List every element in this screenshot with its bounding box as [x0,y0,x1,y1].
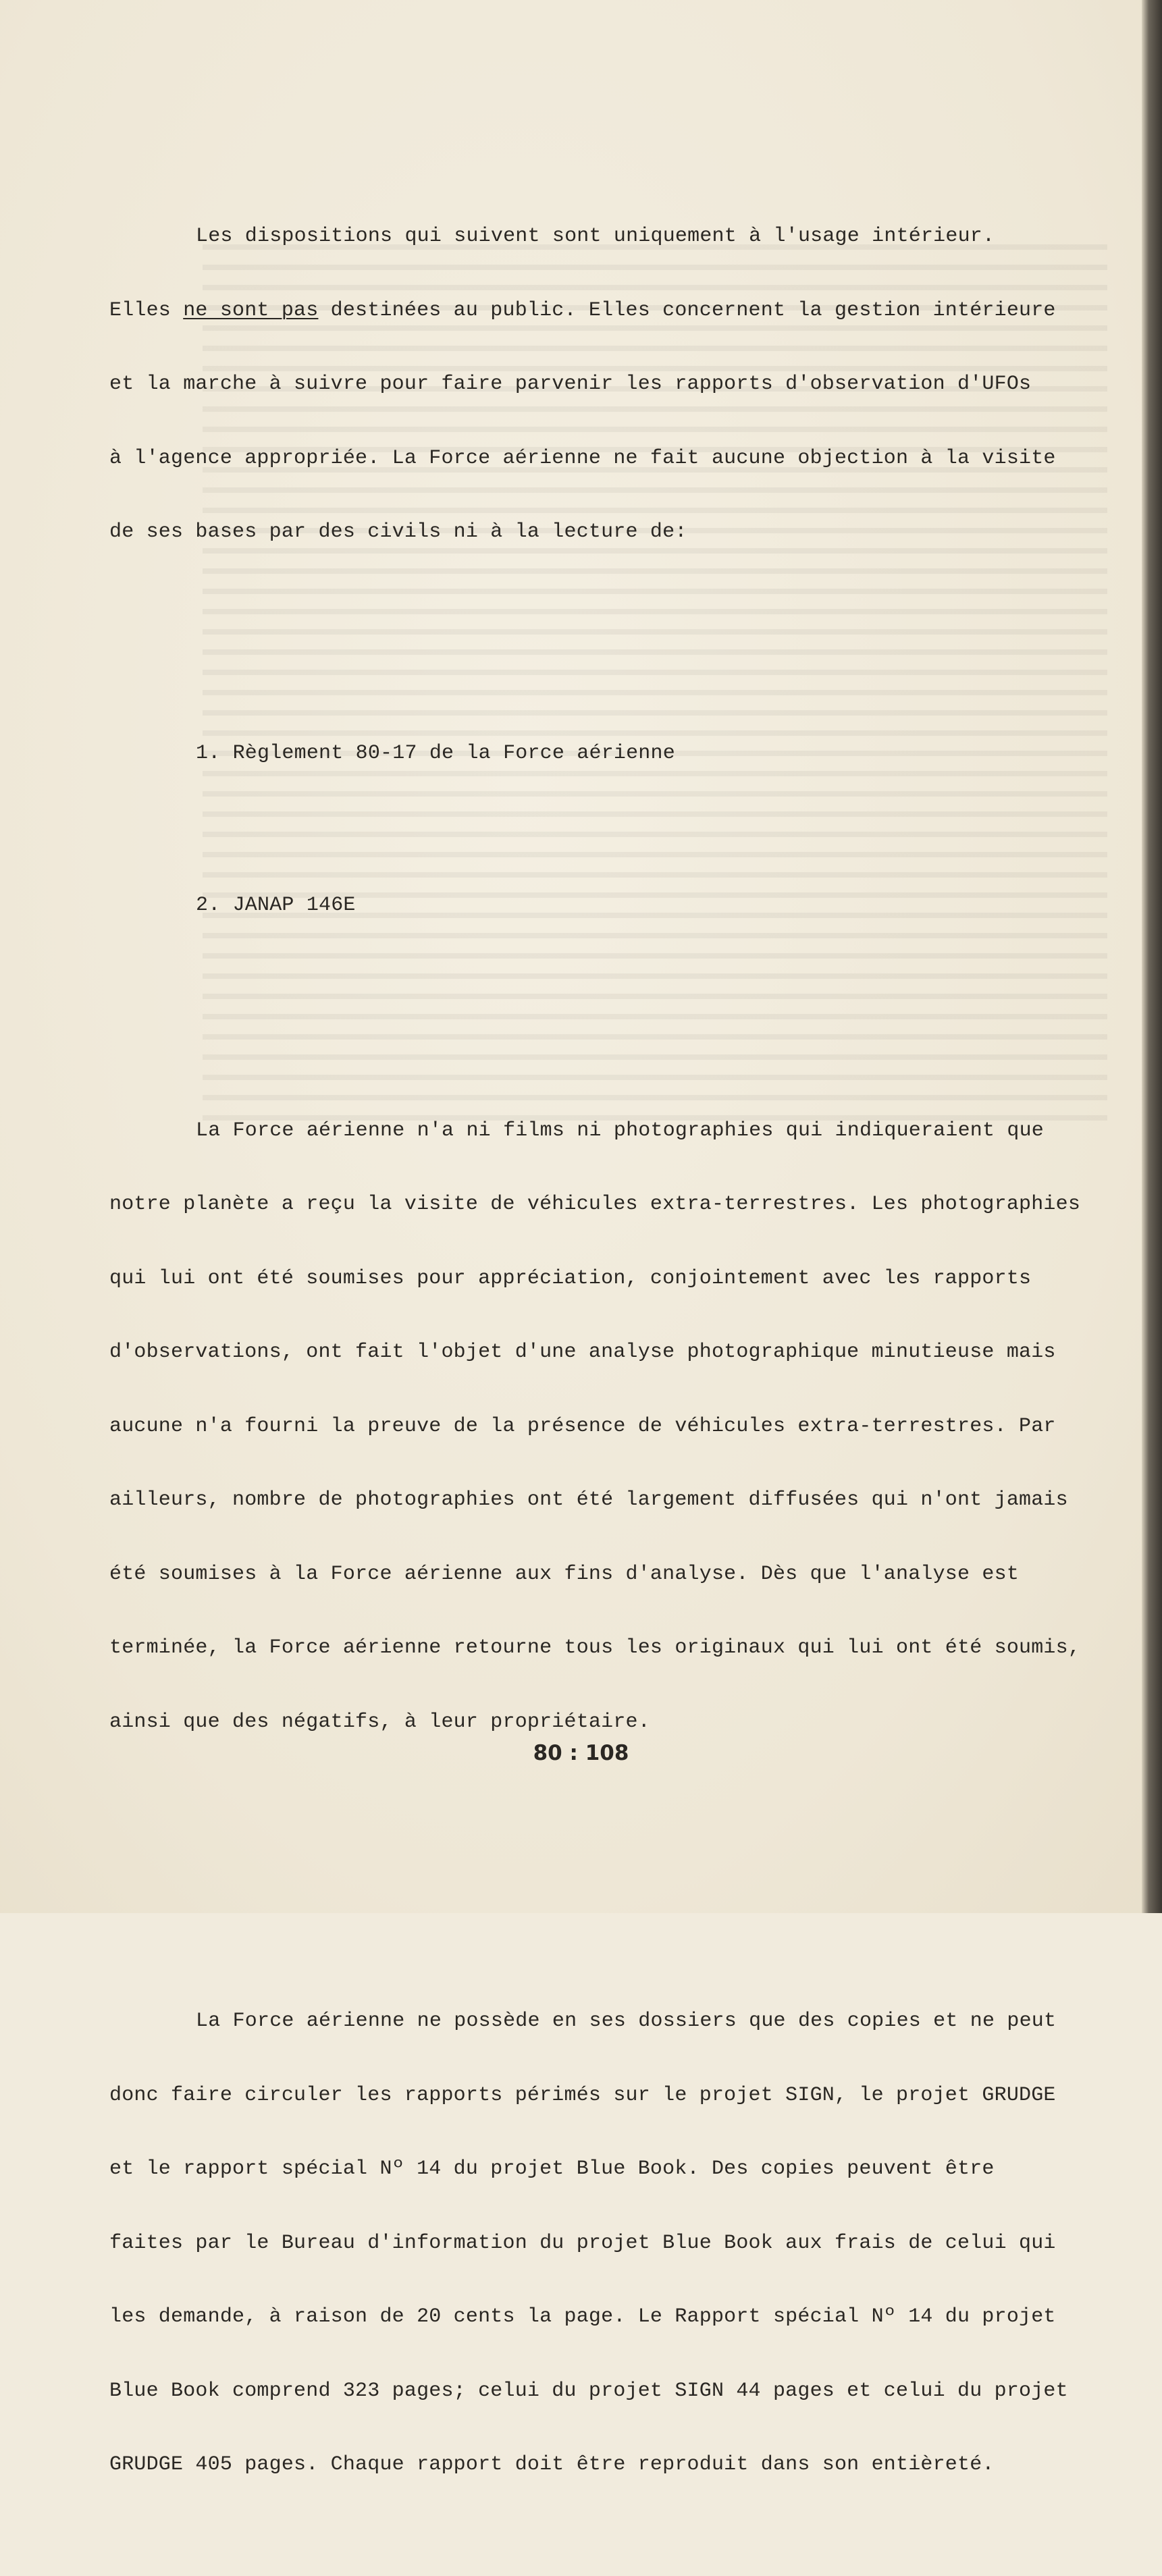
paragraph-2-line: qui lui ont été soumises pour appréciation, conjointement avec les rapports [109,1266,1032,1290]
paragraph-2-line: ainsi que des négatifs, à leur propriétaire. [109,1710,650,1734]
paragraph-2 [109,1069,1095,1784]
paragraph-1-line: de ses bases par des civils ni à la lecture de: [109,520,687,543]
paragraph-1-line: Les dispositions qui suivent sont uniquement à l'usage intérieur. [196,225,995,248]
paragraph-2-line: ailleurs, nombre de photographies ont été largement diffusées qui n'ont jamais [109,1488,1068,1511]
paragraph-3-line: La Force aérienne ne possède en ses dossiers que des copies et ne peut [196,2010,1057,2033]
document-body [109,126,1095,2576]
paragraph-3-line: GRUDGE 405 pages. Chaque rapport doit être reproduit dans son entièreté. [109,2453,995,2476]
paragraph-1-line: à l'agence appropriée. La Force aérienne ne fait aucune objection à la visite [109,446,1056,470]
paragraph-3 [109,1960,1095,2527]
page-number: 80 : 108 [533,1741,629,1765]
paragraph-3-line: et le rapport spécial Nº 14 du projet Blue Book. Des copies peuvent être [109,2157,995,2180]
paragraph-2-line: aucune n'a fourni la preuve de la présence de véhicules extra-terrestres. Par [109,1414,1056,1438]
list-item-2: 2. JANAP 146E [196,893,356,917]
paragraph-1-line [109,298,1095,323]
paragraph-2-line: d'observations, ont fait l'objet d'une analyse photographique minutieuse mais [109,1341,1056,1364]
underlined-phrase: ne sont pas [183,298,319,322]
paragraph-2-line: notre planète a reçu la visite de véhicules extra-terrestres. Les photographies [109,1193,1081,1216]
paragraph-3-line: les demande, à raison de 20 cents la page. Le Rapport spécial Nº 14 du projet [109,2305,1056,2328]
paragraph-2-line: La Force aérienne n'a ni films ni photographies qui indiqueraient que [196,1119,1045,1142]
paragraph-2-line: été soumises à la Force aérienne aux fins d'analyse. Dès que l'analyse est [109,1562,1020,1586]
paragraph-2-line: terminée, la Force aérienne retourne tous les originaux qui lui ont été soumis, [109,1636,1081,1659]
paragraph-3-line: faites par le Bureau d'information du projet Blue Book aux frais de celui qui [109,2231,1056,2255]
list-item-1: 1. Règlement 80-17 de la Force aérienne [196,742,675,765]
line-segment: destinées au public. Elles concernent la gestion intérieure [318,298,1056,322]
line-segment: Elles [109,298,184,322]
paragraph-3-line: donc faire circuler les rapports périmés sur le projet SIGN, le projet GRUDGE [109,2083,1056,2107]
paragraph-1 [109,175,1095,594]
paragraph-3-line: Blue Book comprend 323 pages; celui du projet SIGN 44 pages et celui du projet [109,2379,1068,2403]
paragraph-1-line: et la marche à suivre pour faire parvenir les rapports d'observation d'UFOs [109,373,1032,396]
scan-binding-edge [1142,0,1162,1913]
